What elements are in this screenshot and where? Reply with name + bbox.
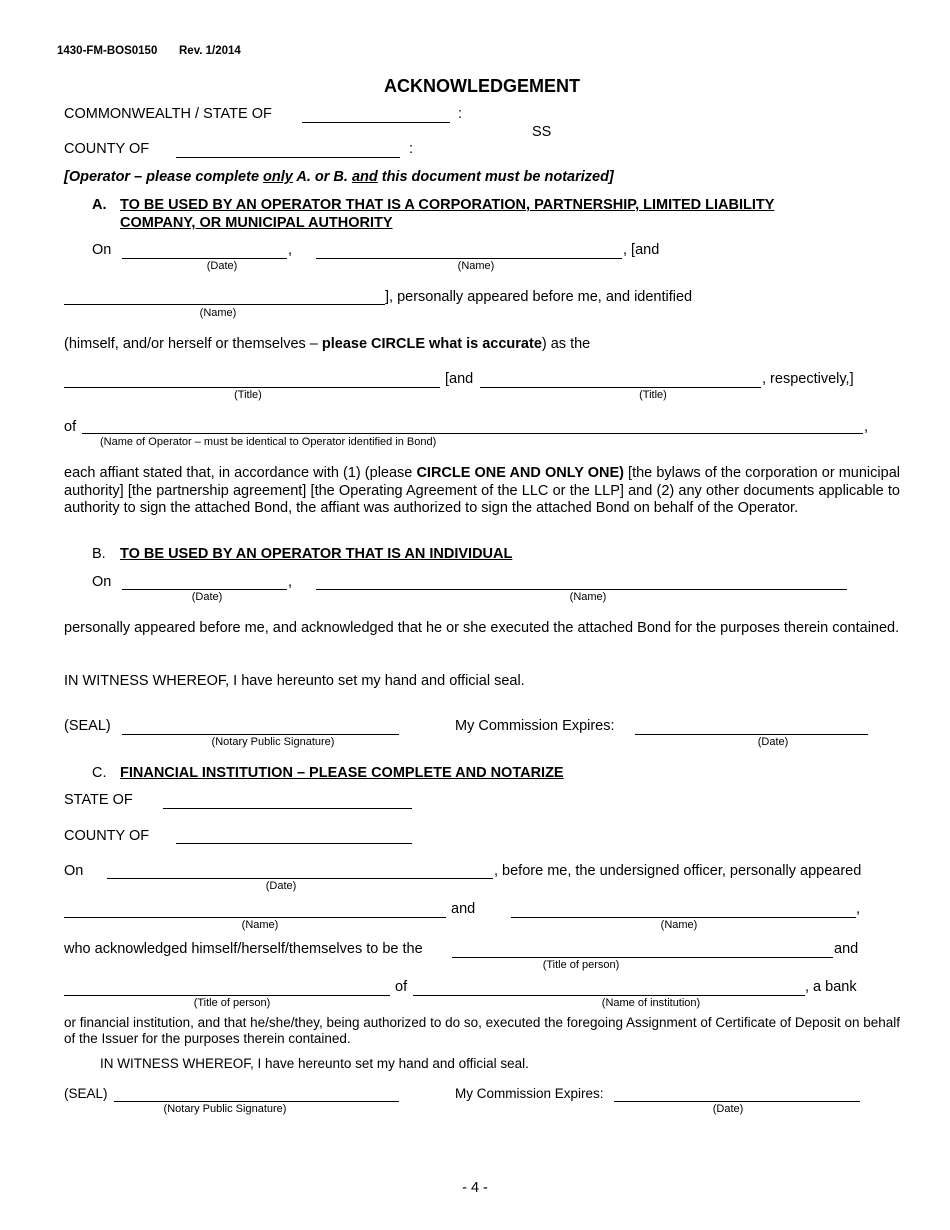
page-number: - 4 - — [462, 1180, 488, 1196]
of-label: of — [64, 419, 77, 435]
and-end: and — [834, 941, 859, 957]
affiant-paragraph: each affiant stated that, in accordance with (1) (please CIRCLE ONE AND ONLY ONE) [the bylaws of the corporation or municipal authority] [the partnership agreement] [the Operating Agreement of the LLC or the LLP] and (2) any other documents applicable to authority to sign the attached Bond, the affiant was authorized to sign the attached Bond on behalf of the Operator. — [64, 465, 900, 516]
comma: , — [288, 574, 293, 590]
county-colon: : — [409, 141, 414, 157]
state-field[interactable] — [163, 808, 412, 809]
page-title: ACKNOWLEDGEMENT — [384, 76, 580, 96]
witness-text: IN WITNESS WHEREOF, I have hereunto set my hand and official seal. — [64, 673, 525, 689]
before-me-text: , before me, the undersigned officer, personally appeared — [494, 863, 862, 879]
section-c-letter: C. — [92, 765, 107, 781]
operator-caption: (Name of Operator – must be identical to Operator identified in Bond) — [100, 436, 437, 448]
signature-caption: (Notary Public Signature) — [163, 1103, 287, 1115]
title-caption: (Title of person) — [542, 959, 620, 971]
date-caption: (Date) — [712, 1103, 744, 1115]
state-label: STATE OF — [64, 792, 133, 808]
institution-caption: (Name of institution) — [601, 997, 701, 1009]
operator-instruction: [Operator – please complete only A. or B. and this document must be notarized] — [64, 169, 614, 185]
ss-label: SS — [532, 124, 552, 140]
name-caption: (Name) — [241, 919, 279, 931]
section-c-heading: FINANCIAL INSTITUTION – PLEASE COMPLETE AND NOTARIZE — [120, 765, 564, 781]
himself-text: (himself, and/or herself or themselves – please CIRCLE what is accurate) as the — [64, 336, 591, 352]
state-label: COMMONWEALTH / STATE OF — [64, 106, 272, 122]
section-a-letter: A. — [92, 197, 107, 213]
form-revision: Rev. 1/2014 — [179, 45, 241, 57]
date-field[interactable] — [122, 258, 287, 259]
notary-signature-field[interactable] — [114, 1101, 399, 1102]
section-a-heading-line2: COMPANY, OR MUNICIPAL AUTHORITY — [120, 215, 393, 231]
and-label: and — [451, 901, 476, 917]
title-caption: (Title of person) — [193, 997, 271, 1009]
and-open: [and — [445, 371, 474, 387]
title-field[interactable] — [452, 957, 833, 958]
county-label: COUNTY OF — [64, 141, 150, 157]
name-field-1[interactable] — [64, 917, 446, 918]
county-field[interactable] — [176, 157, 400, 158]
on-label: On — [64, 863, 84, 879]
title-caption: (Title) — [234, 389, 262, 401]
of-label: of — [395, 979, 408, 995]
title-field-1[interactable] — [64, 387, 440, 388]
date-caption: (Date) — [265, 880, 297, 892]
date-caption: (Date) — [206, 260, 238, 272]
comma: , — [288, 242, 293, 258]
name-caption: (Name) — [569, 591, 607, 603]
county-label: COUNTY OF — [64, 828, 150, 844]
notary-signature-field[interactable] — [122, 734, 399, 735]
comma: , — [864, 419, 869, 435]
commission-label: My Commission Expires: — [455, 718, 615, 734]
commission-label: My Commission Expires: — [455, 1086, 604, 1101]
a-bank-text: , a bank — [805, 979, 857, 995]
name-field[interactable] — [316, 589, 847, 590]
and-bracket: , [and — [623, 242, 660, 258]
signature-caption: (Notary Public Signature) — [211, 736, 335, 748]
title-caption: (Title) — [639, 389, 667, 401]
date-caption: (Date) — [757, 736, 789, 748]
title-field-2[interactable] — [480, 387, 761, 388]
section-a-heading-line1: TO BE USED BY AN OPERATOR THAT IS A CORPORATION, PARTNERSHIP, LIMITED LIABILITY — [120, 197, 775, 213]
on-label: On — [92, 574, 112, 590]
respectively-text: , respectively,] — [762, 371, 854, 387]
comma: , — [856, 901, 861, 917]
title-field-2[interactable] — [64, 995, 390, 996]
institution-field[interactable] — [413, 995, 805, 996]
date-caption: (Date) — [191, 591, 223, 603]
financial-paragraph: or financial institution, and that he/she/they, being authorized to do so, executed the foregoing Assignment of Certificate of Deposit on behalf of the Issuer for the purposes therein contained. — [64, 1015, 900, 1046]
county-field[interactable] — [176, 843, 412, 844]
name-caption: (Name) — [199, 307, 237, 319]
witness-text: IN WITNESS WHEREOF, I have hereunto set my hand and official seal. — [100, 1056, 529, 1071]
seal-label: (SEAL) — [64, 1086, 108, 1101]
section-b-heading: TO BE USED BY AN OPERATOR THAT IS AN INDIVIDUAL — [120, 546, 513, 562]
acknowledged-text: who acknowledged himself/herself/themselves to be the — [64, 941, 423, 957]
commission-date-field[interactable] — [614, 1101, 860, 1102]
on-label: On — [92, 242, 112, 258]
name-field-2[interactable] — [64, 304, 385, 305]
form-id: 1430-FM-BOS0150 — [57, 45, 158, 57]
operator-name-field[interactable] — [82, 433, 863, 434]
appeared-text: ], personally appeared before me, and identified — [385, 289, 693, 305]
name-caption: (Name) — [457, 260, 495, 272]
appeared-paragraph: personally appeared before me, and acknowledged that he or she executed the attached Bond for the purposes therein contained. — [64, 620, 900, 636]
state-colon: : — [458, 106, 463, 122]
name-field-2[interactable] — [511, 917, 856, 918]
date-field[interactable] — [107, 878, 493, 879]
name-field-1[interactable] — [316, 258, 622, 259]
state-field[interactable] — [302, 122, 450, 123]
section-b-letter: B. — [92, 546, 106, 562]
name-caption: (Name) — [660, 919, 698, 931]
commission-date-field[interactable] — [635, 734, 868, 735]
date-field[interactable] — [122, 589, 287, 590]
seal-label: (SEAL) — [64, 718, 111, 734]
